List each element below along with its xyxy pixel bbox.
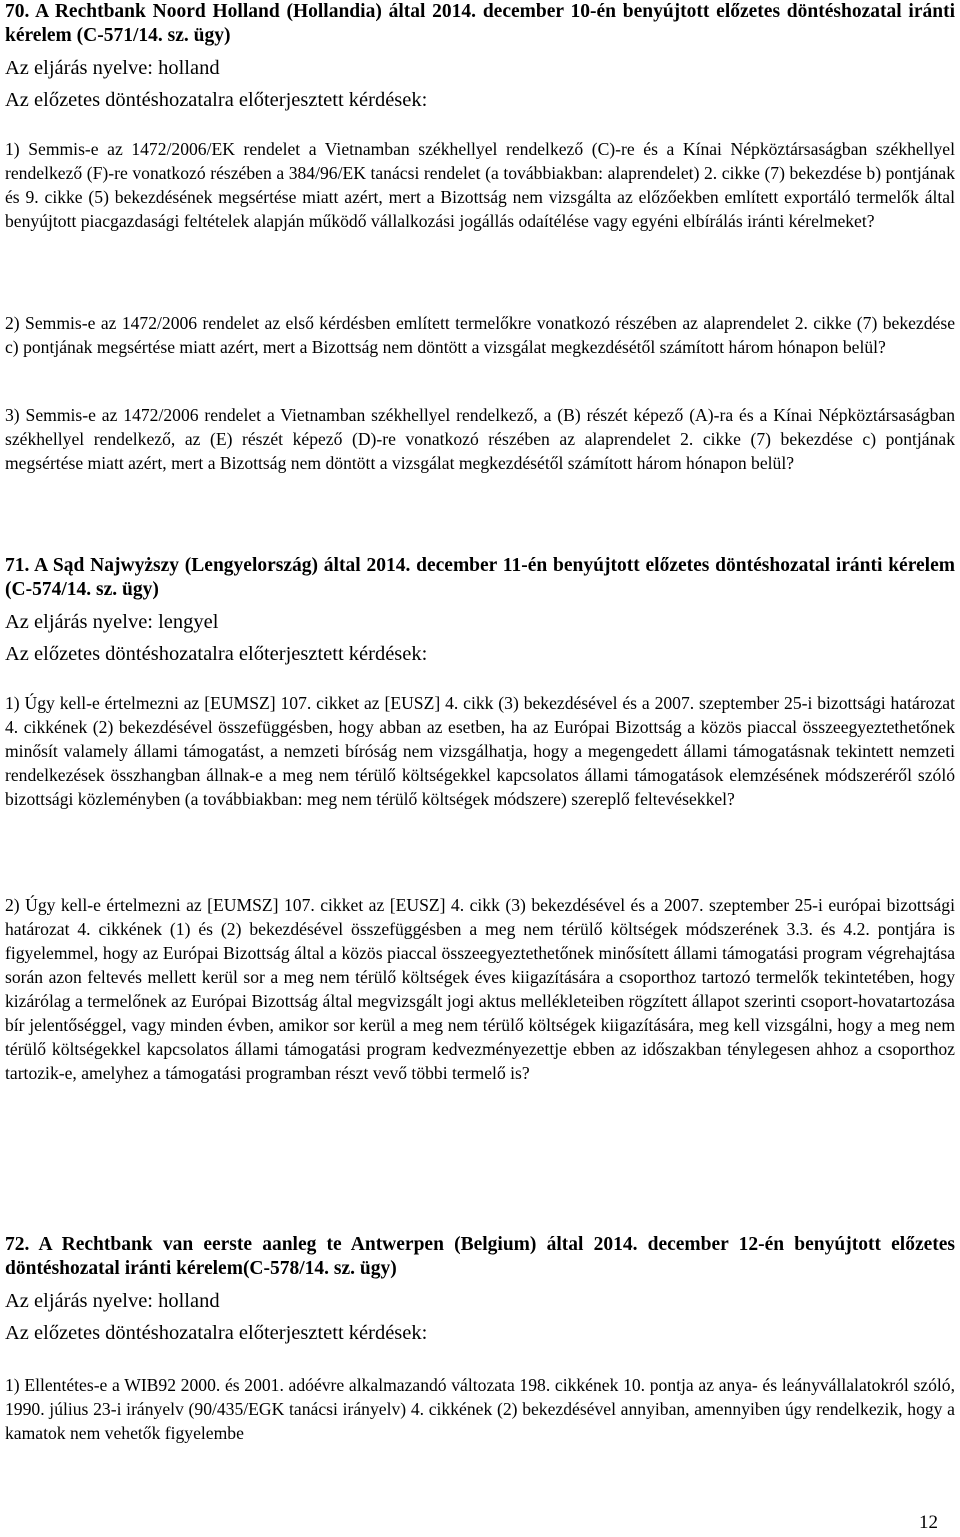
question-item: 2) Úgy kell-e értelmezni az [EUMSZ] 107. cikket az [EUSZ] 4. cikk (3) bekezdésével és a 2007. szeptember 25-i európai bizottsági határozat 4. cikkének (1) és (2) bekezdésével összefüggésben a meg nem térülő költségek módszerének 3.3. és 4.2. pontjára is figyelemmel, hogy az Európai Bizottság által a közös piaccal összeegyeztethetőnek minősített állami támogatási program végrehajtása során azon feltevés mellett kerül sor a meg nem térülő költségek éves kiigazítására a csoporthoz tartozó termelők tekintetében, hogy kizárólag a termelőnek az Európai Bizottság által megvizsgált jogi aktus mellékleteiben rögzített állapot szerinti csoport-hovatartozása bír jelentőséggel, vagy minden évben, amikor sor kerül a meg nem térülő költségek kiigazítására, meg kell vizsgálni, hogy a meg nem térülő költségekkel kapcsolatos állami támogatási program kedvezményezettje ebben az időszakban ténylegesen ahhoz a csoporthoz tartozik-e, amelyhez a támogatási programban részt vevő többi termelő is?	[5, 895, 955, 1083]
procedure-language: Az eljárás nyelve: holland	[5, 1290, 220, 1312]
question-list	[5, 137, 955, 233]
page-number: 12	[919, 1512, 938, 1533]
questions-heading: Az előzetes döntéshozatalra előterjesztett kérdések:	[5, 89, 428, 111]
case-title: 72. A Rechtbank van eerste aanleg te Antwerpen (Belgium) által 2014. december 12-én benyújtott előzetes döntéshozatal iránti kérelem(C-578/14. sz. ügy)	[5, 1234, 955, 1279]
question-list	[5, 893, 955, 1085]
case-title: 71. A Sąd Najwyższy (Lengyelország) által 2014. december 11-én benyújtott előzetes döntéshozatal iránti kérelem (C-574/14. sz. ügy)	[5, 555, 955, 600]
question-item: 1) Ellentétes-e a WIB92 2000. és 2001. adóévre alkalmazandó változata 198. cikkének 10. pontja az anya- és leányvállalatokról szóló, 1990. július 23-i irányelv (90/435/EGK tanácsi irányelv) 4. cikkének (2) bekezdésével annyiban, amennyiben úgy rendelkezik, hogy a kamatok nem vehetők figyelembe	[5, 1375, 955, 1443]
questions-heading: Az előzetes döntéshozatalra előterjesztett kérdések:	[5, 643, 428, 665]
case-title: 70. A Rechtbank Noord Holland (Hollandia) által 2014. december 10-én benyújtott előzetes döntéshozatal iránti kérelem (C-571/14. sz. ügy)	[5, 1, 955, 46]
question-item: 1) Semmis-e az 1472/2006/EK rendelet a Vietnamban székhellyel rendelkező (C)-re és a Kínai Népköztársaságban székhellyel rendelkező (F)-re vonatkozó részében a 384/96/EK tanácsi rendelet (a továbbiakban: alaprendelet) 2. cikke (7) bekezdése b) pontjának és 9. cikke (5) bekezdésének megsértése miatt azért, mert a Bizottság nem vizsgálta az előzőekben említett exportáló termelők által benyújtott piacgazdasági feltételek alapján működő vállalkozási jogállás odaítélése vagy egyéni elbírálás iránti kérelmeket?	[5, 139, 955, 231]
question-item: 1) Úgy kell-e értelmezni az [EUMSZ] 107. cikket az [EUSZ] 4. cikk (3) bekezdésével és a 2007. szeptember 25-i bizottsági határozat 4. cikkének (2) bekezdésével összefüggésben, hogy abban az esetben, ha az Európai Bizottság a közös piaccal összeegyeztethetőnek minősít valamely állami támogatást, a nemzeti bíróság nem vizsgálhatja, hogy a megengedett állami támogatásnak tekintett nemzeti rendelkezések összhangban állnak-e a meg nem térülő költségekkel kapcsolatos állami támogatások elemzésének módszeréről szóló bizottsági közleményben (a továbbiakban: meg nem térülő költségek módszere) szereplő feltevésekkel?	[5, 693, 955, 809]
question-list	[5, 311, 955, 359]
case-section	[5, 1233, 955, 1345]
procedure-language: Az eljárás nyelve: lengyel	[5, 611, 219, 633]
procedure-language: Az eljárás nyelve: holland	[5, 57, 220, 79]
case-section	[5, 0, 955, 112]
question-item: 2) Semmis-e az 1472/2006 rendelet az első kérdésben említett termelőkre vonatkozó részében az alaprendelet 2. cikke (7) bekezdése c) pontjának megsértése miatt azért, mert a Bizottság nem döntött a vizsgálat megkezdésétől számított három hónapon belül?	[5, 313, 955, 357]
question-list	[5, 403, 955, 475]
case-section	[5, 554, 955, 666]
question-list	[5, 1373, 955, 1445]
question-item: 3) Semmis-e az 1472/2006 rendelet a Vietnamban székhellyel rendelkező, a (B) részét képező (A)-ra és a Kínai Népköztársaságban székhellyel rendelkező, az (E) részét képező (D)-re vonatkozó részében az alaprendelet 2. cikke (7) bekezdése c) pontjának megsértése miatt azért, mert a Bizottság nem döntött a vizsgálat megkezdésétől számított három hónapon belül?	[5, 405, 955, 473]
questions-heading: Az előzetes döntéshozatalra előterjesztett kérdések:	[5, 1322, 428, 1344]
question-list	[5, 691, 955, 811]
